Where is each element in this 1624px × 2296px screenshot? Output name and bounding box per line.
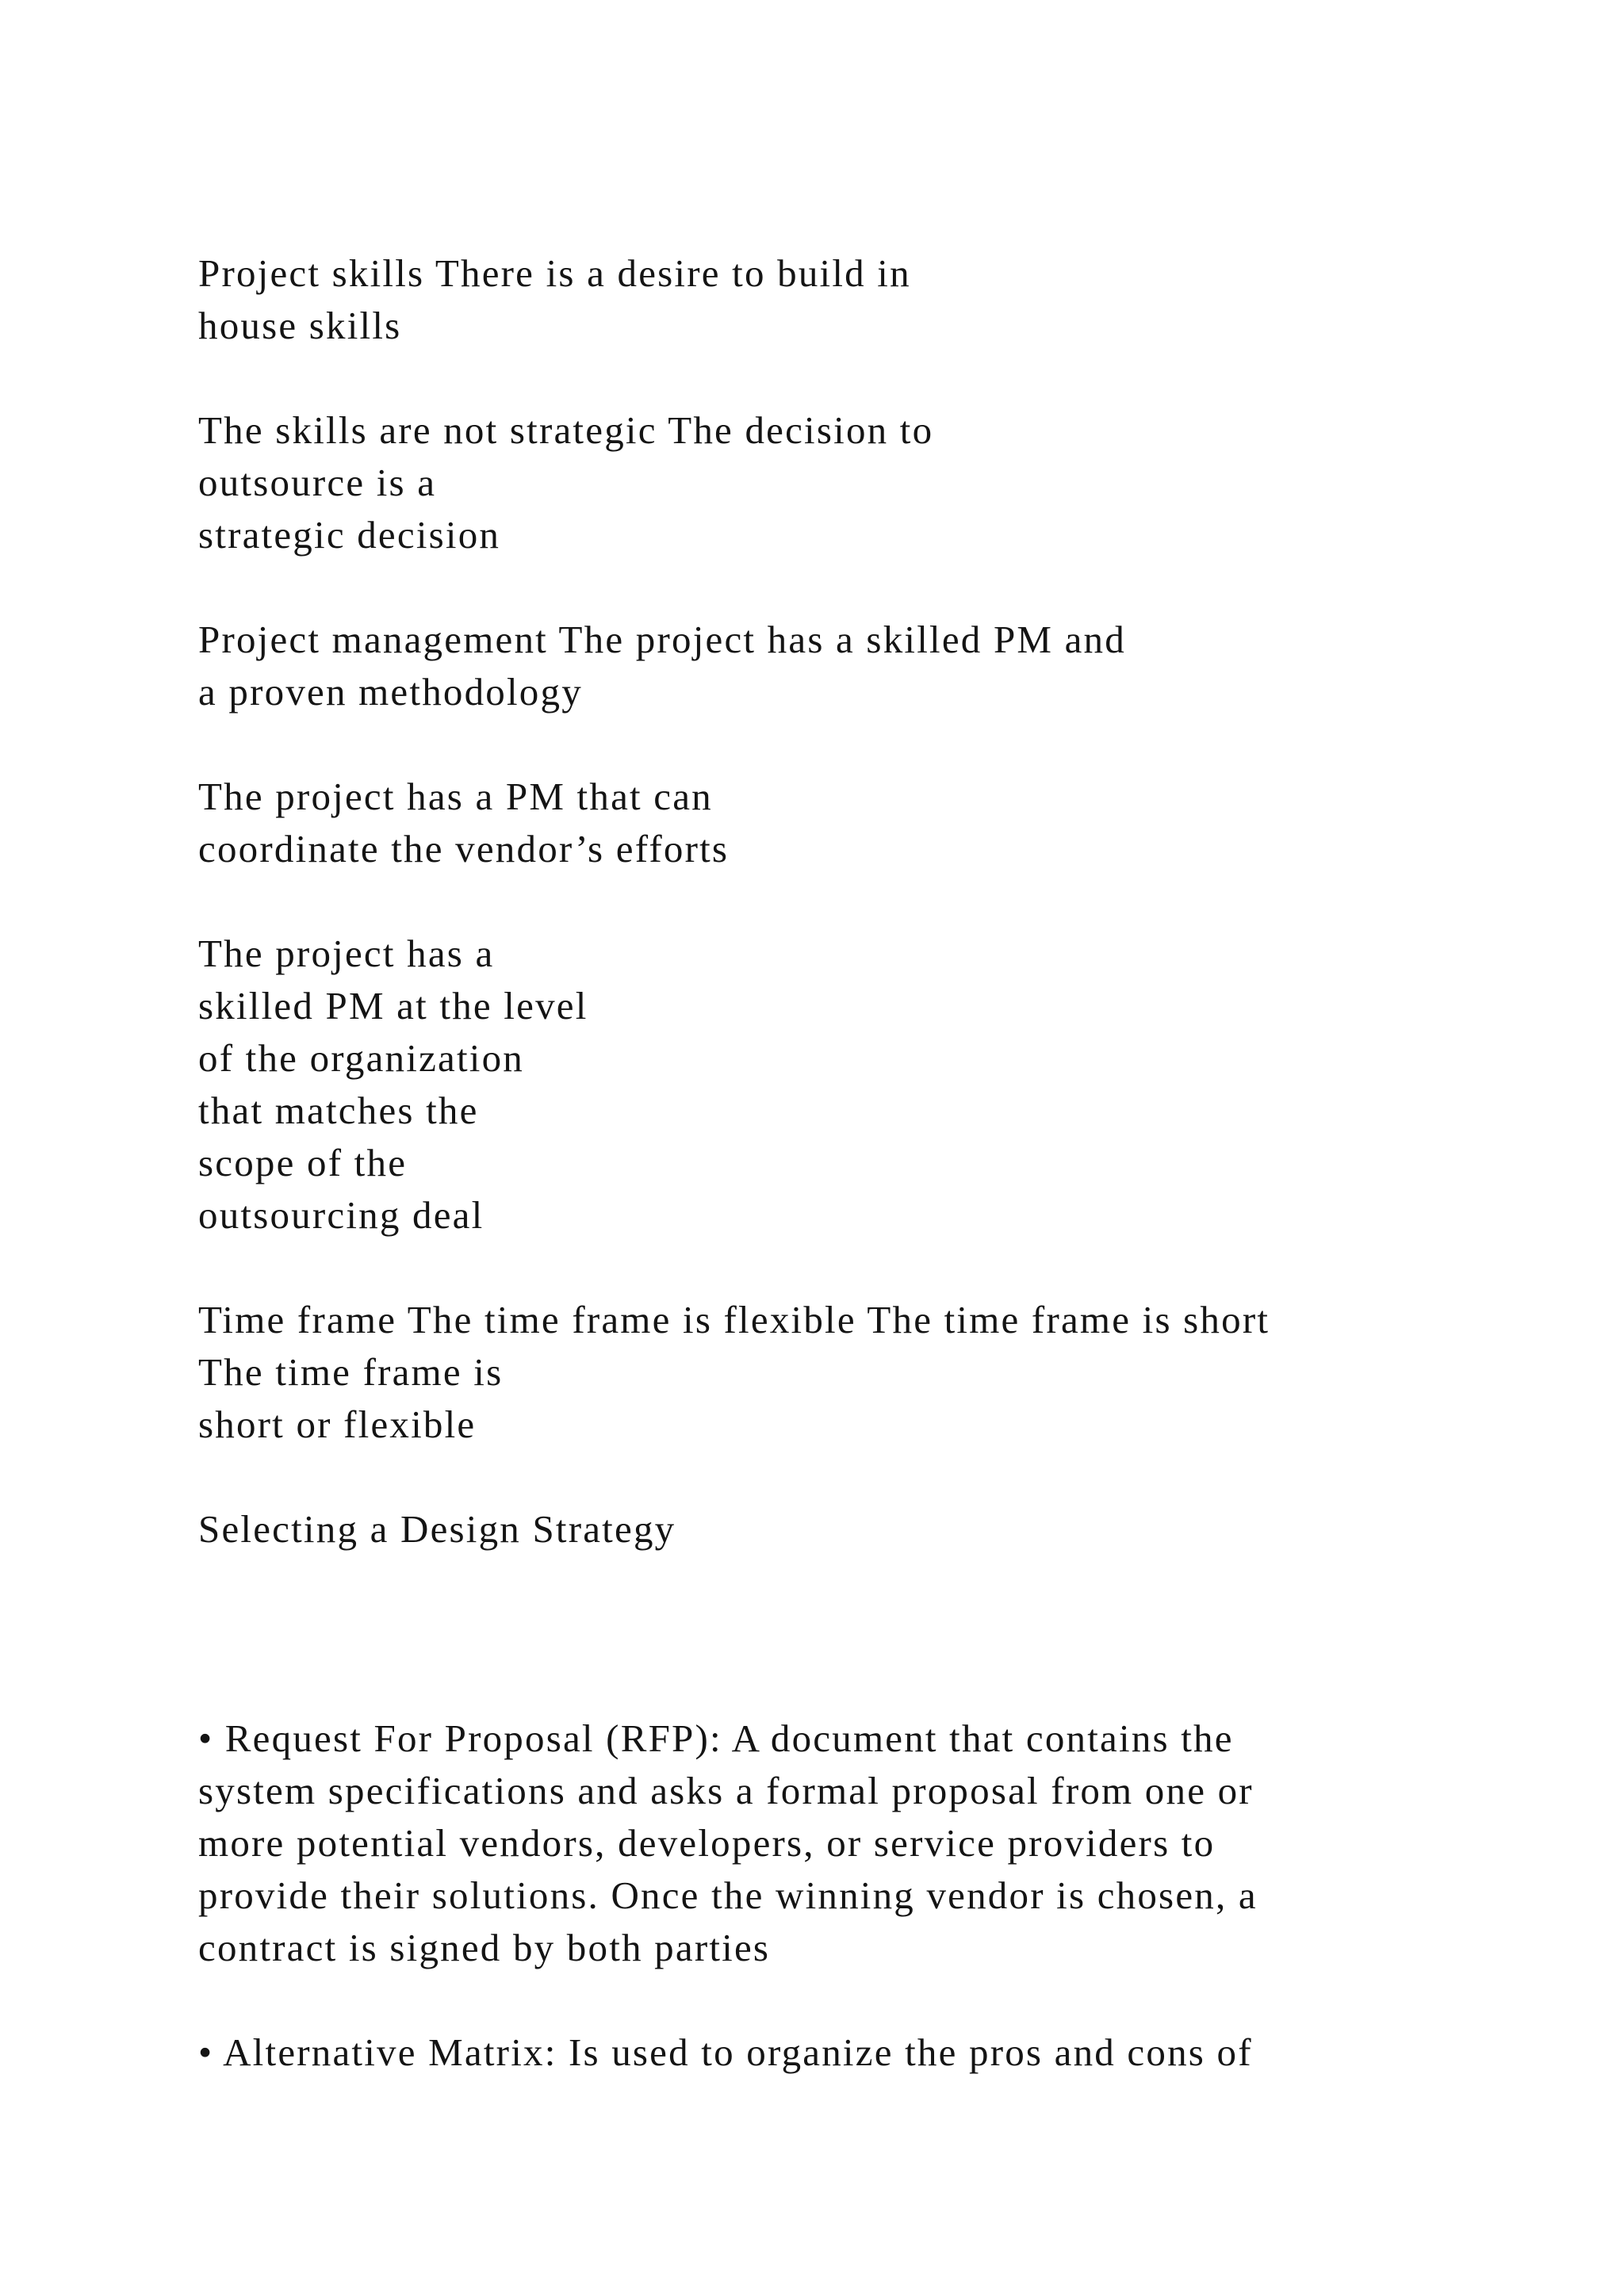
paragraph-time-frame: [198, 1294, 1546, 1451]
text-line: Project skills There is a desire to build in: [198, 251, 911, 295]
text-line: The project has a PM that can: [198, 775, 713, 818]
section-heading: [198, 1503, 1546, 1556]
document-body: [198, 247, 1546, 2131]
paragraph-pm-coordinate: [198, 771, 1546, 875]
paragraph-skilled-pm-level: [198, 928, 1546, 1242]
bullet-alternative-matrix: [198, 2026, 1546, 2079]
text-line: The skills are not strategic The decision to: [198, 408, 934, 452]
text-line: The time frame is: [198, 1350, 504, 1394]
text-line: that matches the: [198, 1089, 479, 1132]
text-line: Project management The project has a skilled PM and: [198, 618, 1126, 661]
heading-text: Selecting a Design Strategy: [198, 1507, 676, 1551]
text-line: of the organization: [198, 1036, 524, 1080]
text-line: a proven methodology: [198, 670, 583, 714]
text-line: scope of the: [198, 1141, 408, 1184]
text-line: The project has a: [198, 932, 495, 975]
text-line: • Request For Proposal (RFP): A document that contains the: [198, 1716, 1234, 1760]
text-line: contract is signed by both parties: [198, 1926, 771, 1969]
text-line: provide their solutions. Once the winning vendor is chosen, a: [198, 1873, 1258, 1917]
text-line: house skills: [198, 304, 402, 347]
text-line: more potential vendors, developers, or service providers to: [198, 1821, 1216, 1865]
paragraph-skills-not-strategic: [198, 404, 1546, 561]
text-line: outsource is a: [198, 461, 437, 504]
text-line: coordinate the vendor’s efforts: [198, 827, 730, 871]
text-line: system specifications and asks a formal proposal from one or: [198, 1769, 1254, 1812]
text-line: short or flexible: [198, 1402, 477, 1446]
bullet-rfp: [198, 1712, 1546, 1974]
text-line: outsourcing deal: [198, 1193, 485, 1237]
paragraph-project-management: [198, 614, 1546, 718]
text-line: strategic decision: [198, 513, 501, 557]
text-line: Time frame The time frame is flexible The time frame is short: [198, 1298, 1270, 1341]
text-line: skilled PM at the level: [198, 984, 588, 1027]
paragraph-project-skills: [198, 247, 1546, 352]
text-line: • Alternative Matrix: Is used to organize the pros and cons of: [198, 2030, 1253, 2074]
